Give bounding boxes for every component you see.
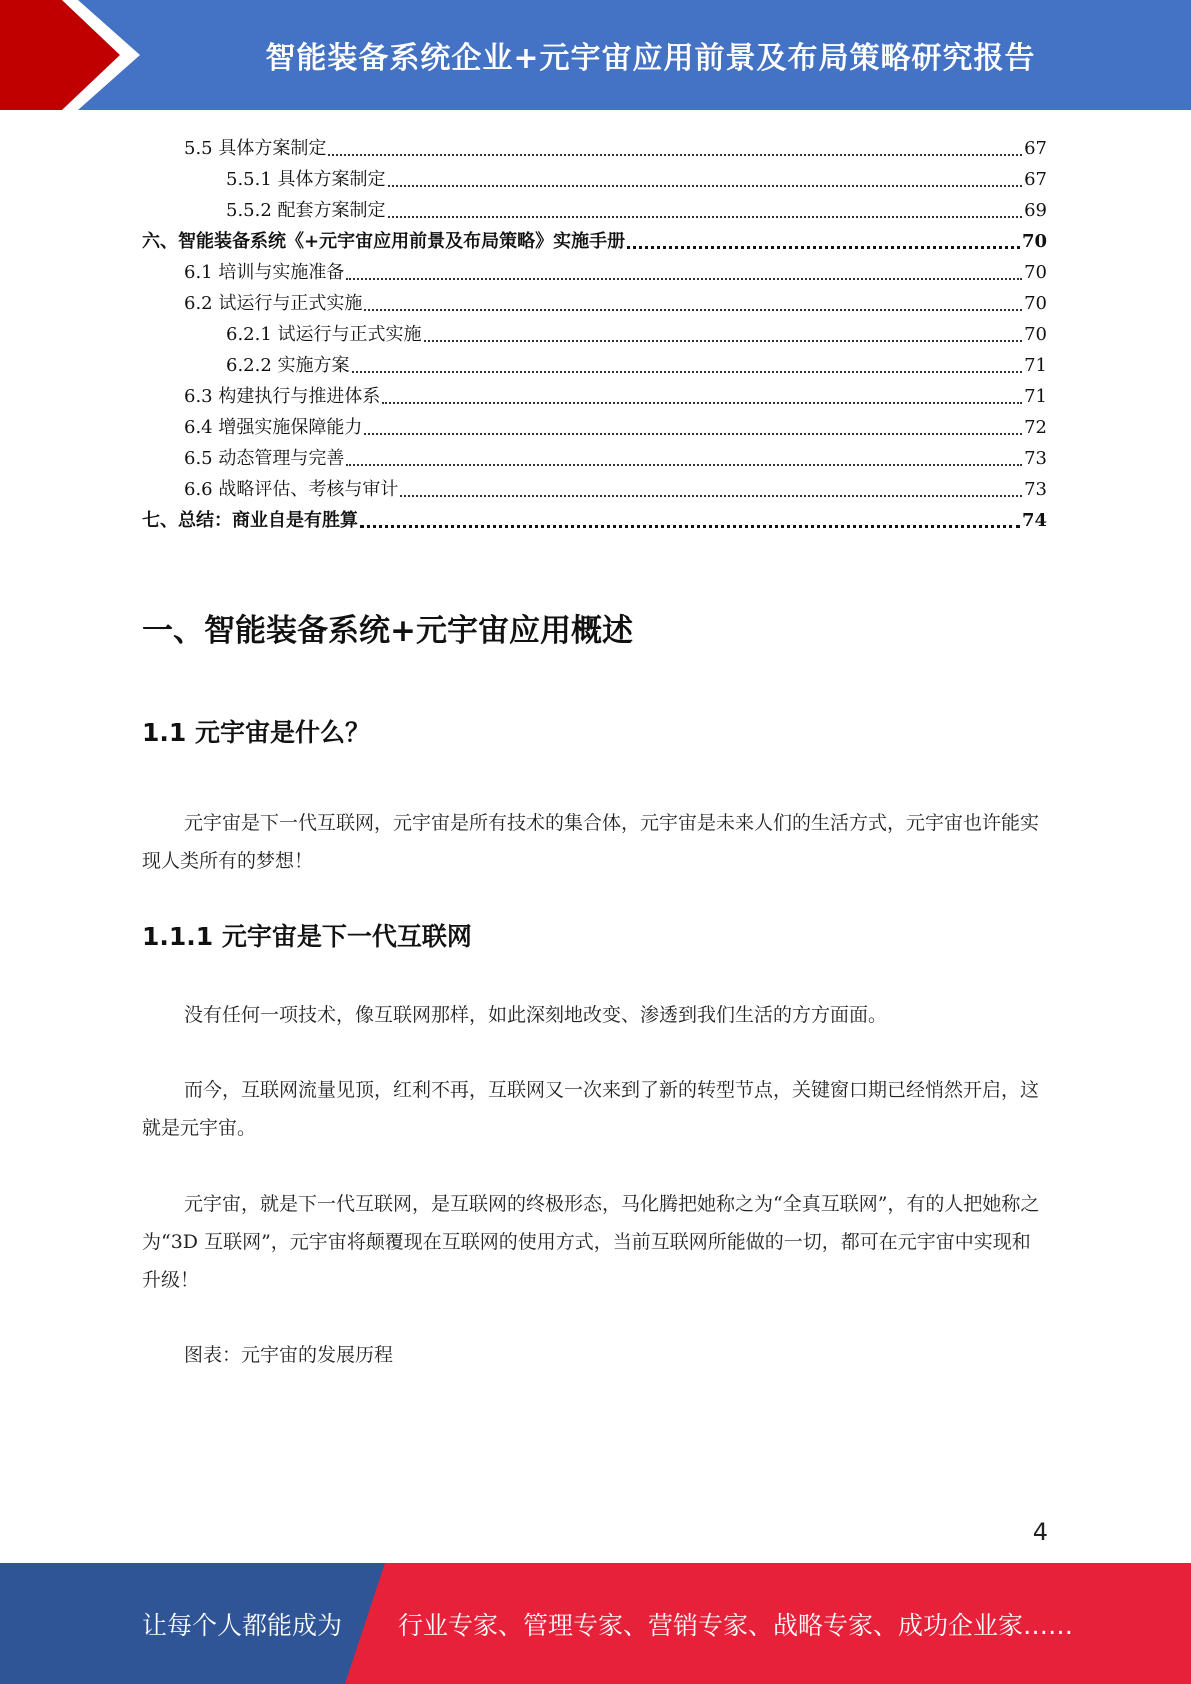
header-banner — [0, 0, 1191, 110]
toc-dot-leader — [388, 216, 1023, 218]
toc-entry-page: 71 — [1024, 386, 1047, 407]
toc-entry-page: 69 — [1024, 200, 1047, 221]
toc-entry-page: 72 — [1024, 417, 1047, 438]
toc-entry[interactable] — [142, 501, 1047, 532]
toc-entry-title: 七、总结：商业自是有胜算 — [142, 510, 358, 531]
footer-slogan-right: 行业专家、管理专家、营销专家、战略专家、成功企业家…… — [398, 1610, 1074, 1640]
toc-entry[interactable] — [142, 253, 1047, 284]
paragraph: 而今，互联网流量见顶，红利不再，互联网又一次来到了新的转型节点，关键窗口期已经悄然开启，这就是元宇宙。 — [142, 1079, 1040, 1139]
toc-entry[interactable] — [142, 439, 1047, 470]
toc-entry-title: 6.3 构建执行与推进体系 — [184, 386, 381, 407]
toc-entry[interactable] — [142, 129, 1047, 160]
toc-dot-leader — [388, 185, 1023, 187]
toc-entry-title: 5.5 具体方案制定 — [184, 138, 327, 159]
section-heading: 一、智能装备系统+元宇宙应用概述 — [142, 613, 633, 649]
toc-entry-title: 6.1 培训与实施准备 — [184, 262, 345, 283]
toc-dot-leader — [360, 525, 1020, 528]
toc-entry-page: 70 — [1024, 262, 1047, 283]
footer-banner — [0, 1563, 1191, 1684]
toc-entry[interactable] — [142, 222, 1047, 253]
toc-entry-title: 6.6 战略评估、考核与审计 — [184, 479, 399, 500]
toc-entry-title: 六、智能装备系统《+元宇宙应用前景及布局策略》实施手册 — [142, 231, 626, 252]
toc-entry[interactable] — [142, 284, 1047, 315]
footer-slogan-left: 让每个人都能成为 — [142, 1610, 343, 1640]
toc-entry[interactable] — [142, 346, 1047, 377]
toc-entry-title: 6.4 增强实施保障能力 — [184, 417, 363, 438]
page-number: 4 — [1032, 1518, 1048, 1546]
toc-entry[interactable] — [142, 315, 1047, 346]
toc-entry-page: 73 — [1024, 448, 1047, 469]
toc-entry[interactable] — [142, 377, 1047, 408]
toc-entry-title: 6.2.1 试运行与正式实施 — [226, 324, 422, 345]
toc-dot-leader — [627, 246, 1020, 249]
subsection-heading: 1.1 元宇宙是什么？ — [142, 718, 370, 747]
subsection-heading: 1.1.1 元宇宙是下一代互联网 — [142, 922, 472, 951]
toc-entry-page: 70 — [1024, 324, 1047, 345]
paragraph: 元宇宙，就是下一代互联网，是互联网的终极形态，马化腾把她称之为“全真互联网”，有的人把她称之为“3D 互联网”，元宇宙将颠覆现在互联网的使用方式，当前互联网所能做的一切，都可在元宇宙中实现和升级！ — [142, 1193, 1040, 1291]
toc-entry-page: 67 — [1024, 169, 1047, 190]
toc-entry-page: 73 — [1024, 479, 1047, 500]
toc-dot-leader — [346, 278, 1022, 280]
toc-dot-leader — [400, 495, 1022, 497]
toc-entry-page: 74 — [1021, 510, 1047, 531]
table-of-contents — [142, 129, 1047, 532]
toc-dot-leader — [352, 371, 1023, 373]
toc-entry-page: 71 — [1024, 355, 1047, 376]
toc-entry[interactable] — [142, 470, 1047, 501]
toc-entry[interactable] — [142, 160, 1047, 191]
report-title: 智能装备系统企业+元宇宙应用前景及布局策略研究报告 — [265, 41, 1036, 76]
toc-entry[interactable] — [142, 191, 1047, 222]
toc-dot-leader — [382, 402, 1022, 404]
toc-dot-leader — [364, 433, 1022, 435]
toc-entry-page: 70 — [1021, 231, 1047, 252]
toc-dot-leader — [364, 309, 1022, 311]
paragraph: 元宇宙是下一代互联网，元宇宙是所有技术的集合体，元宇宙是未来人们的生活方式，元宇宙也许能实现人类所有的梦想！ — [142, 812, 1040, 872]
toc-dot-leader — [346, 464, 1022, 466]
toc-entry[interactable] — [142, 408, 1047, 439]
red-arrow-icon — [0, 0, 150, 110]
toc-entry-title: 5.5.1 具体方案制定 — [226, 169, 386, 190]
toc-dot-leader — [424, 340, 1023, 342]
toc-entry-page: 67 — [1024, 138, 1047, 159]
figure-caption: 图表：元宇宙的发展历程 — [184, 1344, 394, 1366]
toc-entry-title: 6.5 动态管理与完善 — [184, 448, 345, 469]
toc-entry-page: 70 — [1024, 293, 1047, 314]
toc-entry-title: 5.5.2 配套方案制定 — [226, 200, 386, 221]
paragraph: 没有任何一项技术，像互联网那样，如此深刻地改变、渗透到我们生活的方方面面。 — [184, 1004, 888, 1026]
toc-entry-title: 6.2 试运行与正式实施 — [184, 293, 363, 314]
toc-dot-leader — [328, 154, 1022, 156]
toc-entry-title: 6.2.2 实施方案 — [226, 355, 350, 376]
